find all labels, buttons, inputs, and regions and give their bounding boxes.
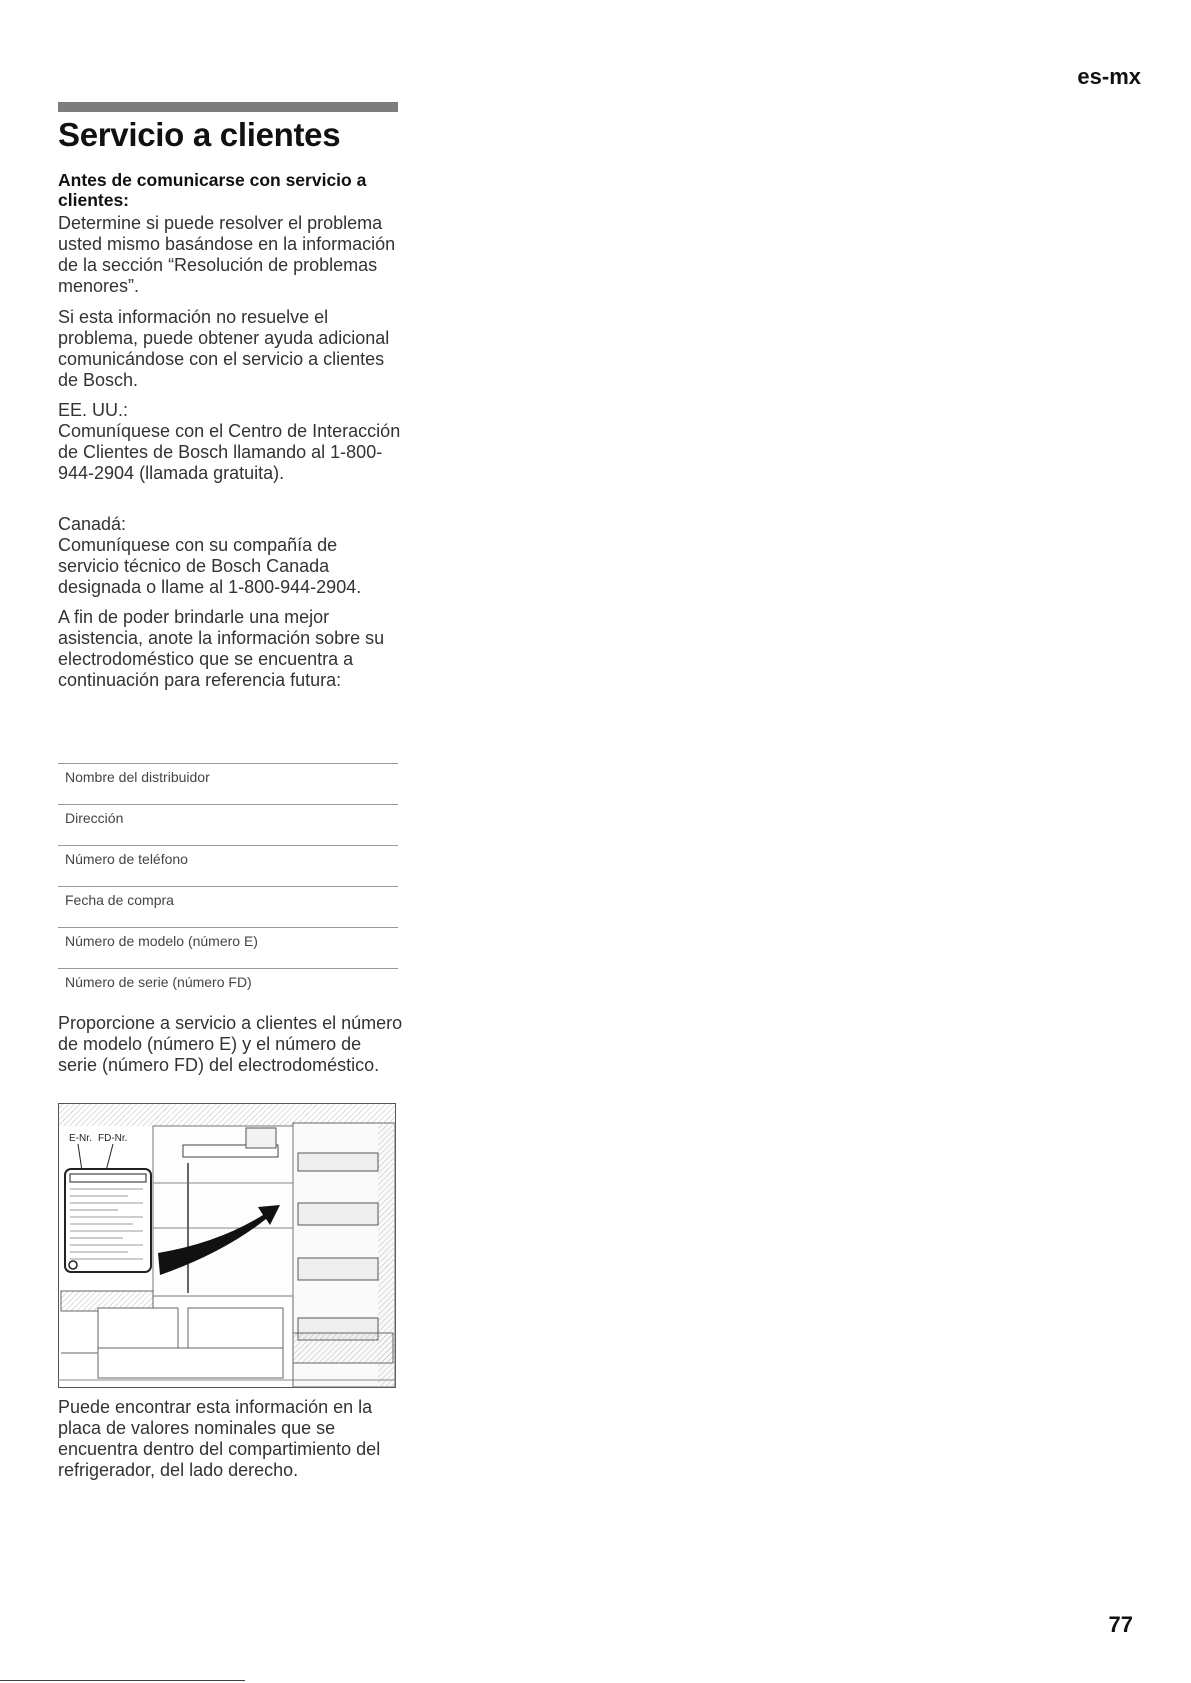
page-title: Servicio a clientes [58,116,341,153]
field-phone: Número de teléfono [58,845,398,885]
paragraph-location: Puede encontrar esta información en la placa de valores nominales que se encuentra dentro del compartimiento del refrigerador, del lado derecho. [58,1397,381,1480]
language-code: es-mx [1077,64,1141,89]
bottom-rule [0,1680,245,1681]
field-purchase-date: Fecha de compra [58,886,398,926]
paragraph-provide: Proporcione a servicio a clientes el número de modelo (número E) y el número de serie (número FD) del electrodoméstico. [58,1013,403,1075]
field-serial-number: Número de serie (número FD) [58,968,398,1008]
refrigerator-figure [58,1103,396,1388]
field-distributor: Nombre del distribuidor [58,763,398,803]
paragraph-canada: Canadá: Comuníquese con su compañía de servicio técnico de Bosch Canada designada o llame al 1-800-944-2904. [58,514,362,597]
title-bar [58,102,398,112]
section-subtitle: Antes de comunicarse con servicio a clientes: [58,170,367,210]
fd-number-label: FD-Nr. [98,1133,128,1144]
refrigerator-illustration [58,1103,396,1388]
paragraph-help: Si esta información no resuelve el problema, puede obtener ayuda adicional comunicándose con el servicio a clientes de Bosch. [58,307,390,390]
paragraph-intro: Determine si puede resolver el problema usted mismo basándose en la información de la sección “Resolución de problemas menores”. [58,213,396,296]
e-number-label: E-Nr. [69,1133,92,1144]
field-address: Dirección [58,804,398,844]
paragraph-note: A fin de poder brindarle una mejor asistencia, anote la información sobre su electrodoméstico que se encuentra a continuación para referencia futura: [58,607,385,690]
paragraph-usa: EE. UU.: Comuníquese con el Centro de Interacción de Clientes de Bosch llamando al 1-800-944-2904 (llamada gratuita). [58,400,401,483]
field-model-number: Número de modelo (número E) [58,927,398,967]
page-number: 77 [1108,1612,1133,1637]
